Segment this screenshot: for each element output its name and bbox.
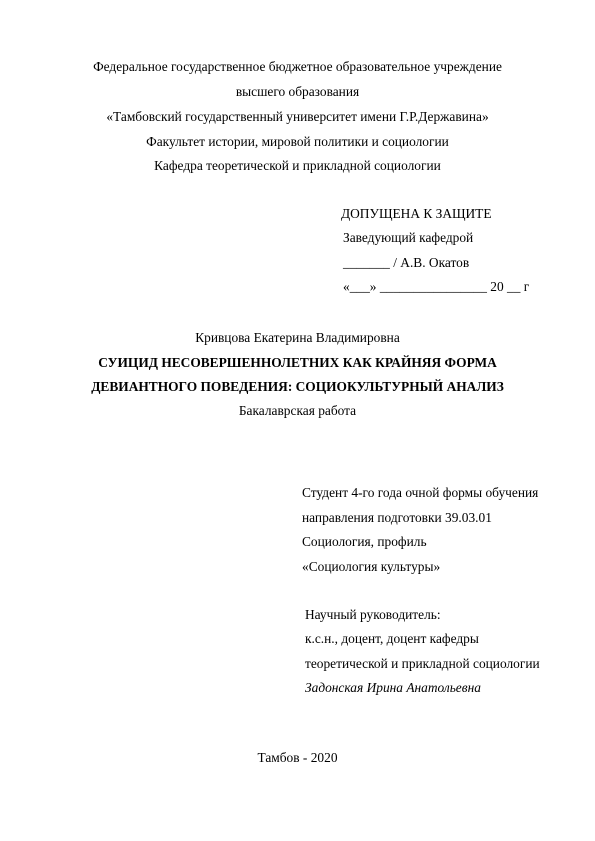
approval-date-line: «___» ________________ 20 __ г — [343, 279, 530, 294]
institution-line-2: высшего образования — [235, 84, 360, 99]
supervisor-position-line-2: теоретической и прикладной социологии — [305, 656, 540, 671]
university-name: «Тамбовский государственный университет имени Г.Р.Державина» — [106, 109, 489, 124]
student-line-3: Социология, профиль — [302, 534, 427, 549]
supervisor-position-line-1: к.с.н., доцент, доцент кафедры — [305, 631, 479, 646]
city-year: Тамбов - 2020 — [257, 750, 338, 765]
approval-role: Заведующий кафедрой — [343, 230, 474, 245]
student-line-2: направления подготовки 39.03.01 — [302, 510, 492, 525]
work-title-line-2: ДЕВИАНТНОГО ПОВЕДЕНИЯ: СОЦИОКУЛЬТУРНЫЙ АНАЛИЗ — [91, 379, 504, 394]
supervisor-name: Задонская Ирина Анатольевна — [305, 680, 481, 695]
student-line-4: «Социология культуры» — [302, 559, 441, 574]
department-name: Кафедра теоретической и прикладной социологии — [154, 158, 441, 173]
approval-signature-line: _______ / А.В. Окатов — [343, 255, 470, 270]
author-name: Кривцова Екатерина Владимировна — [195, 330, 400, 345]
approval-title: ДОПУЩЕНА К ЗАЩИТЕ — [341, 206, 492, 221]
faculty-name: Факультет истории, мировой политики и социологии — [146, 134, 449, 149]
student-line-1: Студент 4-го года очной формы обучения — [302, 485, 539, 500]
institution-line-1: Федеральное государственное бюджетное образовательное учреждение — [93, 59, 502, 74]
work-type: Бакалаврская работа — [238, 403, 357, 418]
supervisor-label: Научный руководитель: — [305, 607, 441, 622]
work-title-line-1: СУИЦИД НЕСОВЕРШЕННОЛЕТНИХ КАК КРАЙНЯЯ ФОРМА — [98, 355, 497, 370]
